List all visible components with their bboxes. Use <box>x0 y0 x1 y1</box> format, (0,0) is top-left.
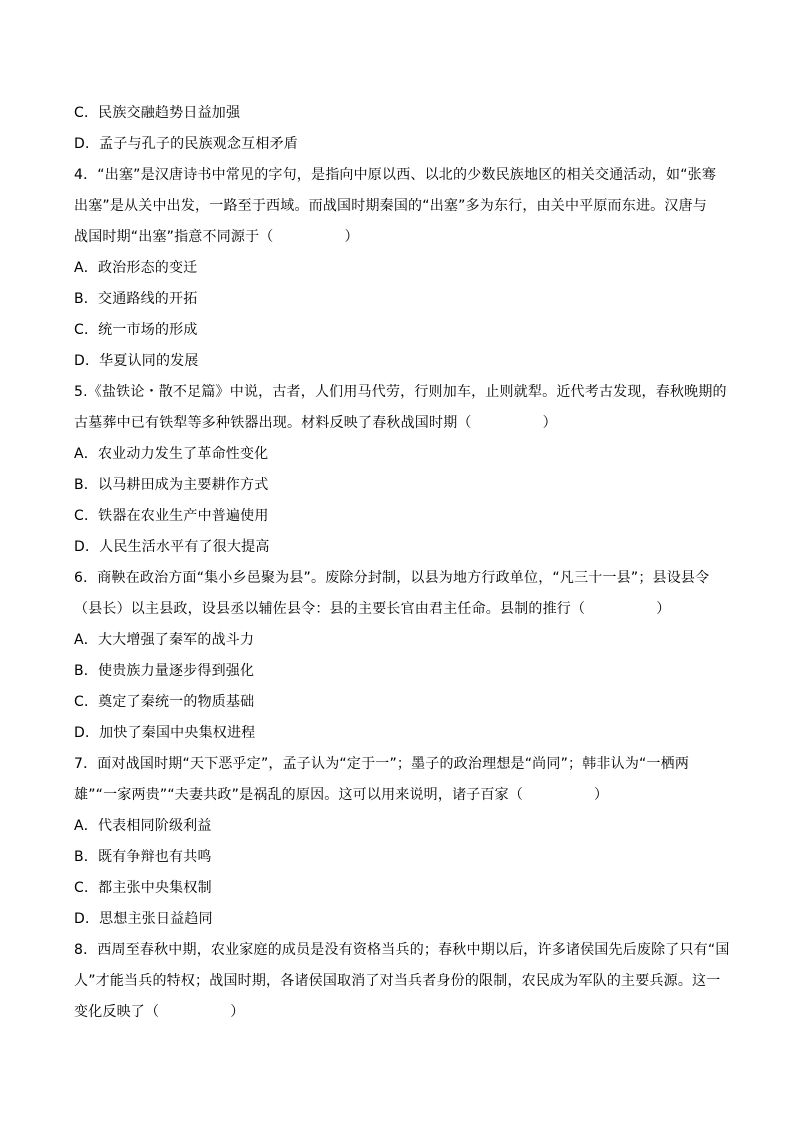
option-line: D．加快了秦国中央集权进程 <box>74 725 256 741</box>
option-line: B．以马耕田成为主要耕作方式 <box>74 477 269 493</box>
option-line: C．奠定了秦统一的物质基础 <box>74 694 255 710</box>
question-text-line: 4．“出塞”是汉唐诗书中常见的字句，是指向中原以西、以北的少数民族地区的相关交通活动，如“张骞 <box>74 167 717 183</box>
question-text-line: 古墓葬中已有铁犁等多种铁器出现。材料反映了春秋战国时期（ ） <box>74 415 557 431</box>
option-line: D．思想主张日益趋同 <box>74 911 213 927</box>
option-line: D．华夏认同的发展 <box>74 353 199 369</box>
question-text-line: 5.《盐铁论・散不足篇》中说，古者，人们用马代劳，行则加车，止则就犁。近代考古发现，春秋晚期的 <box>74 384 727 400</box>
option-line: A．大大增强了秦军的战斗力 <box>74 632 255 648</box>
option-line: A．代表相同阶级利益 <box>74 818 212 834</box>
question-text-line: 7．面对战国时期“天下恶乎定”，孟子认为“定于一”；墨子的政治理想是“尚同”；韩非认为“一栖两 <box>74 756 690 772</box>
option-line: B．既有争辩也有共鸣 <box>74 849 212 865</box>
question-text-line: 战国时期“出塞”指意不同源于（ ） <box>74 229 359 245</box>
question-text-line: （县长）以主县政，设县丞以辅佐县令：县的主要长官由君主任命。县制的推行（ ） <box>74 601 671 617</box>
option-line: A．农业动力发生了革命性变化 <box>74 446 269 462</box>
option-line: C．统一市场的形成 <box>74 322 198 338</box>
question-text-line: 6．商鞅在政治方面“集小乡邑聚为县”。废除分封制，以县为地方行政单位，“凡三十一县”；县设县令 <box>74 570 710 586</box>
option-line: B．交通路线的开拓 <box>74 291 198 307</box>
question-text-line: 变化反映了（ ） <box>74 1004 245 1020</box>
option-line: D．人民生活水平有了很大提高 <box>74 539 270 555</box>
question-text-line: 8．西周至春秋中期，农业家庭的成员是没有资格当兵的；春秋中期以后，许多诸侯国先后废除了只有“国 <box>74 942 730 958</box>
option-line: A．政治形态的变迁 <box>74 260 198 276</box>
question-text-line: 出塞”是从关中出发，一路至于西域。而战国时期秦国的“出塞”多为东行，由关中平原而东进。汉唐与 <box>74 198 707 214</box>
option-line: C．铁器在农业生产中普遍使用 <box>74 508 269 524</box>
option-line: B．使贵族力量逐步得到强化 <box>74 663 255 679</box>
option-line: D．孟子与孔子的民族观念互相矛盾 <box>74 136 298 152</box>
option-line: C．民族交融趋势日益加强 <box>74 105 241 121</box>
option-line: C．都主张中央集权制 <box>74 880 212 896</box>
question-text-line: 雄”“一家两贵”“夫妻共政”是祸乱的原因。这可以用来说明，诸子百家（ ） <box>74 787 609 803</box>
question-text-line: 人”才能当兵的特权；战国时期，各诸侯国取消了对当兵者身份的限制，农民成为军队的主要兵源。这一 <box>74 973 721 989</box>
